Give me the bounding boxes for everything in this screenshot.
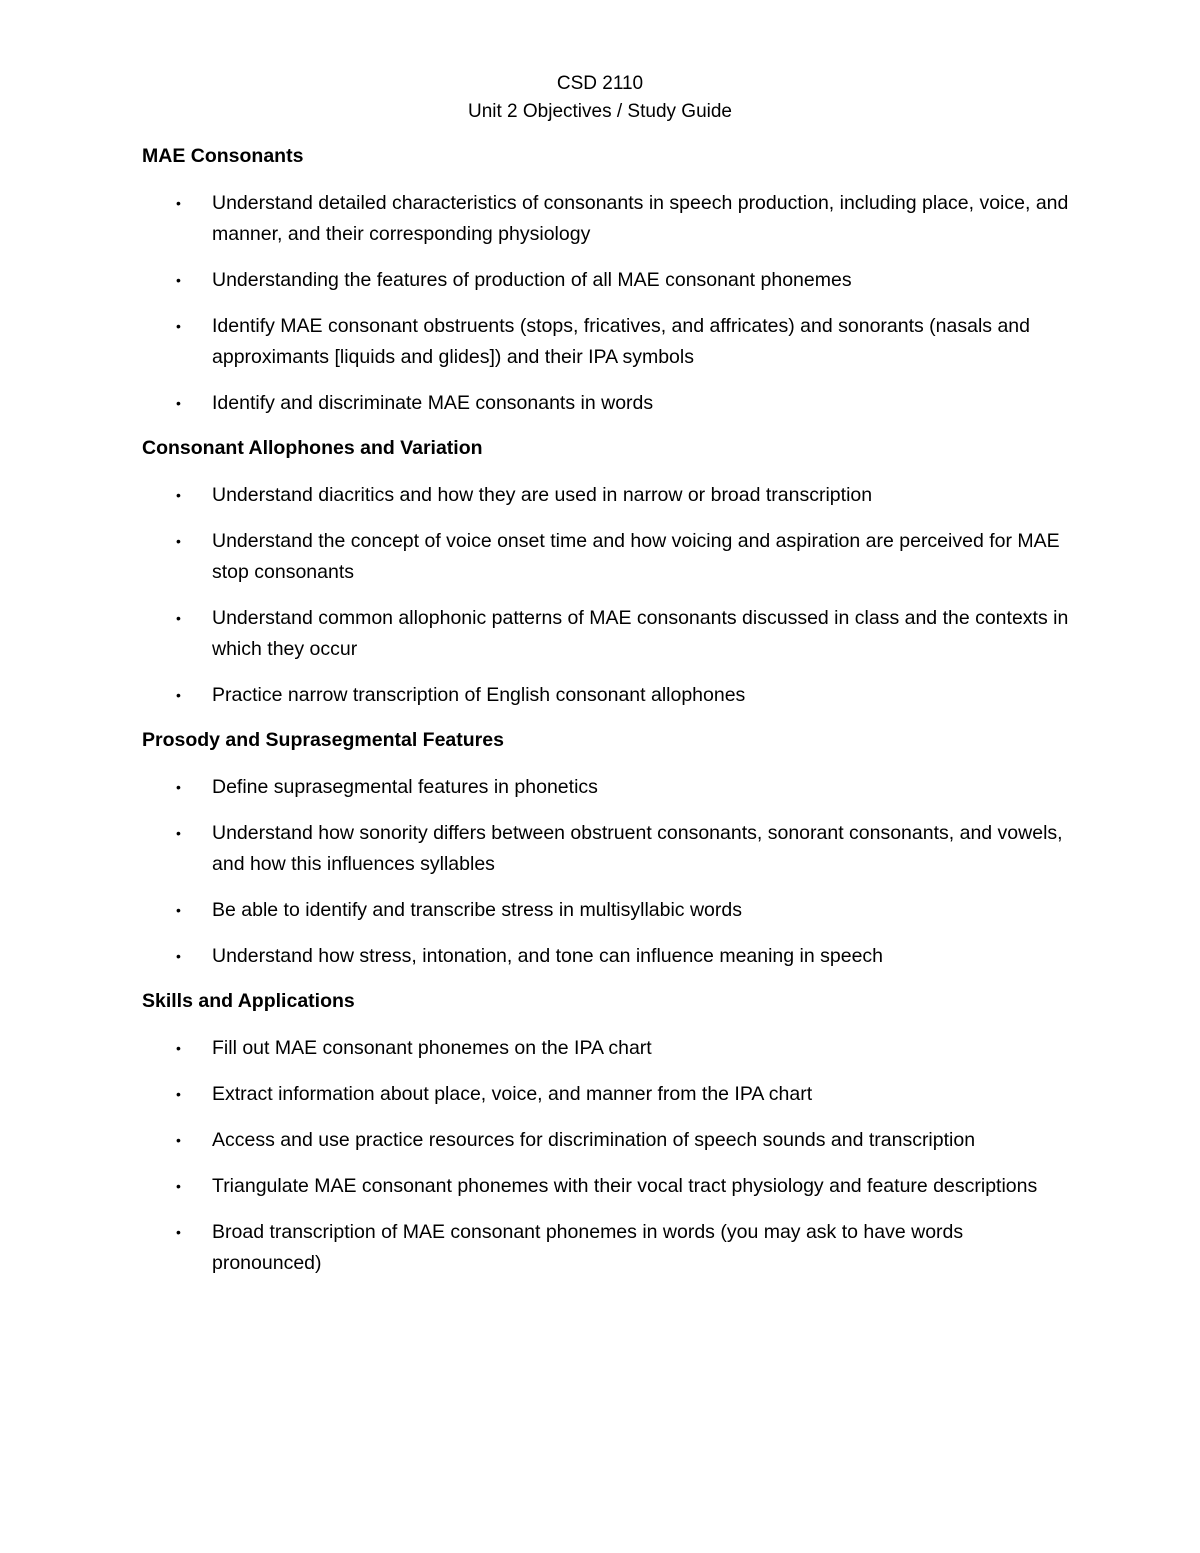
list-item xyxy=(142,388,1072,419)
list-item xyxy=(142,526,1072,588)
item-text: Access and use practice resources for discrimination of speech sounds and transcription xyxy=(212,1129,976,1151)
bullet-icon: • xyxy=(176,487,181,503)
item-text: Understand how sonority differs between obstruent consonants, sonorant consonants, and vowels, and how this influences syllables xyxy=(212,822,1063,875)
bullet-icon: • xyxy=(176,610,181,626)
list-item xyxy=(142,603,1072,665)
list-item xyxy=(142,772,1072,803)
bullet-icon: • xyxy=(176,687,181,703)
item-text: Understand detailed characteristics of consonants in speech production, including place, voice, and manner, and their corresponding physiology xyxy=(212,192,1069,245)
bullet-icon: • xyxy=(176,318,181,334)
bullet-icon: • xyxy=(176,1086,181,1102)
item-text: Identify MAE consonant obstruents (stops, fricatives, and affricates) and sonorants (nasals and approximants [liquids and glides]) and their IPA symbols xyxy=(212,315,1030,368)
list-item xyxy=(142,941,1072,972)
course-code: CSD 2110 xyxy=(556,73,644,94)
section-consonant-allophones xyxy=(142,434,1072,711)
objective-list xyxy=(142,772,1072,972)
section-heading: MAE Consonants xyxy=(142,145,304,167)
list-item xyxy=(142,480,1072,511)
item-text: Broad transcription of MAE consonant phonemes in words (you may ask to have words pronounced) xyxy=(212,1221,964,1274)
list-item xyxy=(142,265,1072,296)
bullet-icon: • xyxy=(176,1132,181,1148)
list-item xyxy=(142,311,1072,373)
section-heading: Prosody and Suprasegmental Features xyxy=(142,729,504,751)
item-text: Identify and discriminate MAE consonants in words xyxy=(212,392,654,414)
section-skills-applications xyxy=(142,987,1072,1279)
bullet-icon: • xyxy=(176,272,181,288)
item-text: Define suprasegmental features in phonetics xyxy=(212,776,598,798)
list-item xyxy=(142,680,1072,711)
item-text: Fill out MAE consonant phonemes on the IPA chart xyxy=(212,1037,652,1059)
bullet-icon: • xyxy=(176,1224,181,1240)
section-heading: Skills and Applications xyxy=(142,990,355,1012)
list-item xyxy=(142,1033,1072,1064)
bullet-icon: • xyxy=(176,902,181,918)
document-title: Unit 2 Objectives / Study Guide xyxy=(467,101,732,122)
item-text: Triangulate MAE consonant phonemes with their vocal tract physiology and feature descriptions xyxy=(212,1175,1038,1197)
list-item xyxy=(142,1079,1072,1110)
objective-list xyxy=(142,188,1072,419)
item-text: Understand common allophonic patterns of MAE consonants discussed in class and the contexts in which they occur xyxy=(212,607,1069,660)
list-item xyxy=(142,895,1072,926)
item-text: Understand how stress, intonation, and tone can influence meaning in speech xyxy=(212,945,884,967)
bullet-icon: • xyxy=(176,1178,181,1194)
item-text: Understanding the features of production of all MAE consonant phonemes xyxy=(212,269,852,291)
section-heading: Consonant Allophones and Variation xyxy=(142,437,483,459)
item-text: Understand the concept of voice onset time and how voicing and aspiration are perceived for MAE stop consonants xyxy=(212,530,1060,583)
item-text: Extract information about place, voice, and manner from the IPA chart xyxy=(212,1083,813,1105)
document-header xyxy=(0,70,1200,126)
item-text: Understand diacritics and how they are used in narrow or broad transcription xyxy=(212,484,873,506)
list-item xyxy=(142,818,1072,880)
bullet-icon: • xyxy=(176,195,181,211)
bullet-icon: • xyxy=(176,1040,181,1056)
bullet-icon: • xyxy=(176,533,181,549)
bullet-icon: • xyxy=(176,779,181,795)
bullet-icon: • xyxy=(176,948,181,964)
bullet-icon: • xyxy=(176,825,181,841)
study-guide-content xyxy=(142,142,1072,1294)
item-text: Be able to identify and transcribe stress in multisyllabic words xyxy=(212,899,742,921)
list-item xyxy=(142,1217,1072,1279)
list-item xyxy=(142,1171,1072,1202)
list-item xyxy=(142,188,1072,250)
bullet-icon: • xyxy=(176,395,181,411)
section-prosody xyxy=(142,726,1072,972)
item-text: Practice narrow transcription of English consonant allophones xyxy=(212,684,746,706)
objective-list xyxy=(142,480,1072,711)
list-item xyxy=(142,1125,1072,1156)
objective-list xyxy=(142,1033,1072,1279)
section-mae-consonants xyxy=(142,142,1072,419)
